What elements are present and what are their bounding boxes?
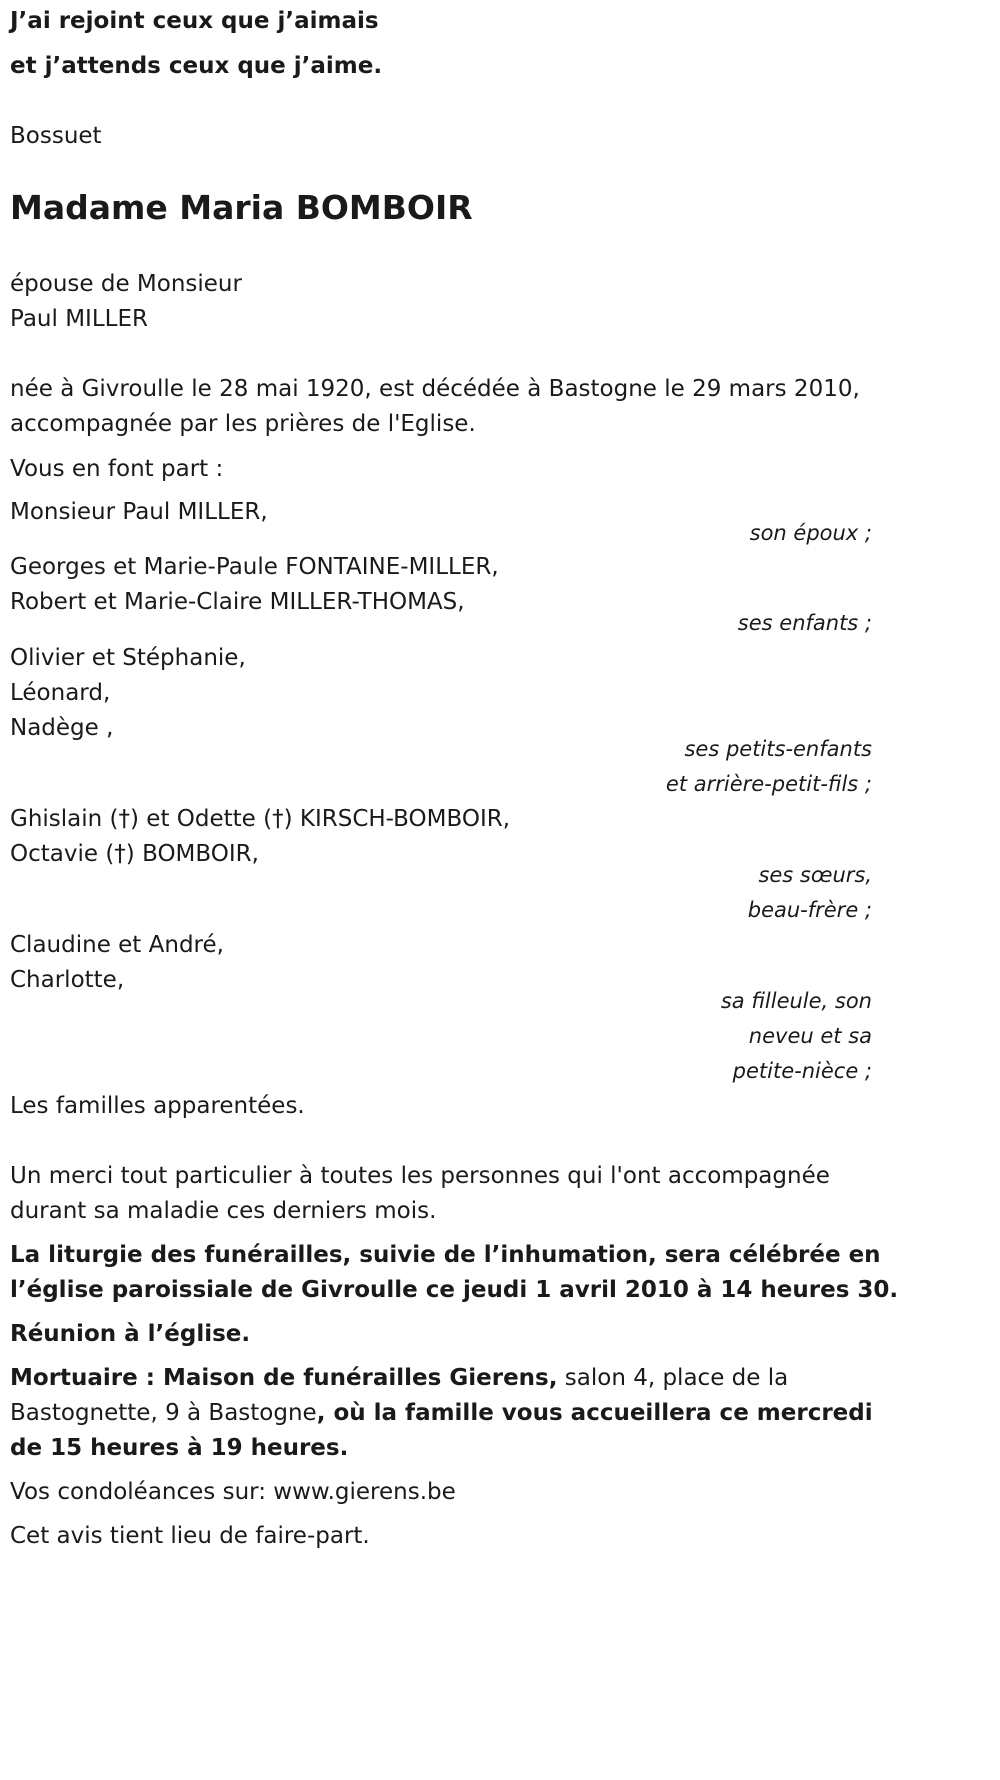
thanks-line-2: durant sa maladie ces derniers mois. xyxy=(10,1198,437,1224)
funeral-line-2: l’église paroissiale de Givroulle ce jeudi 1 avril 2010 à 14 heures 30. xyxy=(10,1277,899,1303)
godchild-line-1: Claudine et André, xyxy=(10,932,224,958)
mortuary-line-1 xyxy=(10,1361,788,1396)
siblings-role-2: beau-frère ; xyxy=(747,898,872,922)
epigraph-line-1: J’ai rejoint ceux que j’aimais xyxy=(10,8,379,34)
child-couple-1: Georges et Marie-Paule FONTAINE-MILLER, xyxy=(10,554,499,580)
grandchild-3: Nadège , xyxy=(10,715,114,741)
husband-role: son époux ; xyxy=(749,521,872,545)
mortuary-address-part-2: Bastognette, 9 à Bastogne xyxy=(10,1400,317,1426)
godchildren-role-3: petite-nièce ; xyxy=(732,1059,872,1083)
birth-death-line-2: accompagnée par les prières de l'Eglise. xyxy=(10,411,476,437)
grandchild-2: Léonard, xyxy=(10,680,111,706)
siblings-role-1: ses sœurs, xyxy=(758,863,872,887)
husband-name: Monsieur Paul MILLER, xyxy=(10,499,268,525)
child-couple-2: Robert et Marie-Claire MILLER-THOMAS, xyxy=(10,589,465,615)
mortuary-visiting-part-1: , où la famille vous accueillera ce mercredi xyxy=(316,1400,873,1426)
birth-death-line-1: née à Givroulle le 28 mai 1920, est décédée à Bastogne le 29 mars 2010, xyxy=(10,376,860,402)
condolences-link-text: Vos condoléances sur: www.gierens.be xyxy=(10,1479,456,1505)
godchild-line-2: Charlotte, xyxy=(10,967,125,993)
godchildren-role-2: neveu et sa xyxy=(748,1024,872,1048)
children-role: ses enfants ; xyxy=(737,611,872,635)
thanks-line-1: Un merci tout particulier à toutes les personnes qui l'ont accompagnée xyxy=(10,1163,830,1189)
epigraph-author: Bossuet xyxy=(10,123,102,149)
deceased-name: Madame Maria BOMBOIR xyxy=(10,188,473,227)
mortuary-visiting-part-2: de 15 heures à 19 heures. xyxy=(10,1435,349,1461)
mortuary-line-2 xyxy=(10,1396,873,1431)
spouse-line-2: Paul MILLER xyxy=(10,306,148,332)
sibling-line-1: Ghislain (†) et Odette (†) KIRSCH-BOMBOIR, xyxy=(10,806,511,832)
related-families: Les familles apparentées. xyxy=(10,1093,305,1119)
church-meeting: Réunion à l’église. xyxy=(10,1321,251,1347)
announcement-intro: Vous en font part : xyxy=(10,456,224,482)
closing-note: Cet avis tient lieu de faire-part. xyxy=(10,1523,370,1549)
epigraph-line-2: et j’attends ceux que j’aime. xyxy=(10,53,383,79)
grandchild-1: Olivier et Stéphanie, xyxy=(10,645,246,671)
mortuary-label: Mortuaire : Maison de funérailles Gierens, xyxy=(10,1365,558,1391)
funeral-line-1: La liturgie des funérailles, suivie de l’inhumation, sera célébrée en xyxy=(10,1242,881,1268)
godchildren-role-1: sa filleule, son xyxy=(720,989,872,1013)
grandchildren-role-2: et arrière-petit-fils ; xyxy=(665,772,872,796)
spouse-line-1: épouse de Monsieur xyxy=(10,271,242,297)
sibling-line-2: Octavie (†) BOMBOIR, xyxy=(10,841,259,867)
mortuary-address-part-1: salon 4, place de la xyxy=(557,1365,789,1391)
grandchildren-role-1: ses petits-enfants xyxy=(684,737,872,761)
